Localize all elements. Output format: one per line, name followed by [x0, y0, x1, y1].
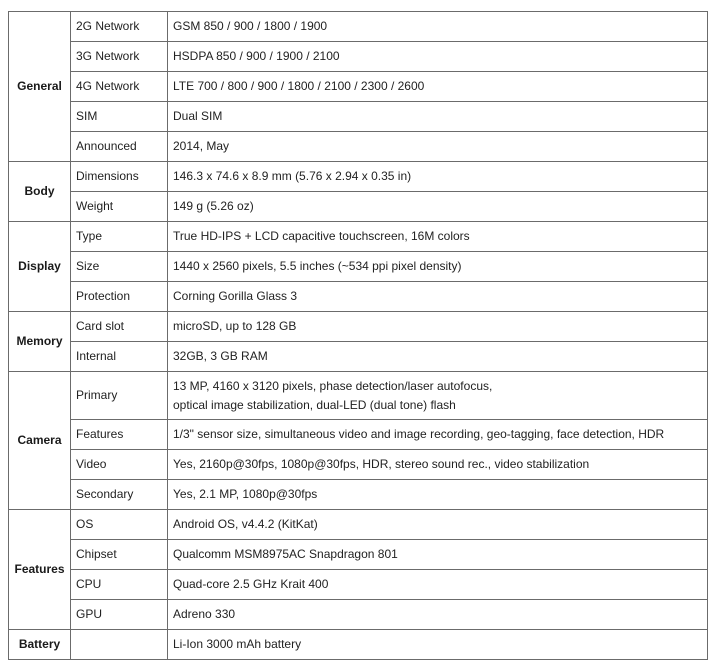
spec-row — [9, 42, 708, 72]
value-text: True HD-IPS + LCD capacitive touchscreen, 16M colors — [173, 229, 470, 243]
value-text: Quad-core 2.5 GHz Krait 400 — [173, 577, 329, 591]
category-cell: Memory — [9, 312, 71, 372]
spec-row — [9, 192, 708, 222]
value-cell — [168, 192, 708, 222]
field-cell: Dimensions — [71, 162, 168, 192]
field-cell: Protection — [71, 282, 168, 312]
field-cell: Chipset — [71, 540, 168, 570]
value-text: Yes, 2.1 MP, 1080p@30fps — [173, 487, 318, 501]
value-text: 149 g (5.26 oz) — [173, 199, 254, 213]
spec-row — [9, 282, 708, 312]
spec-row — [9, 12, 708, 42]
value-cell — [168, 570, 708, 600]
value-cell — [168, 450, 708, 480]
value-text: Qualcomm MSM8975AC Snapdragon 801 — [173, 547, 398, 561]
value-text: 2014, May — [173, 139, 230, 153]
spec-row — [9, 630, 708, 660]
spec-row — [9, 540, 708, 570]
spec-row — [9, 252, 708, 282]
field-cell: CPU — [71, 570, 168, 600]
value-text: 1440 x 2560 pixels, 5.5 inches (~534 ppi pixel density) — [173, 259, 462, 273]
value-cell — [168, 42, 708, 72]
field-cell: Type — [71, 222, 168, 252]
spec-row — [9, 222, 708, 252]
value-cell — [168, 372, 708, 420]
spec-row — [9, 450, 708, 480]
field-cell: 3G Network — [71, 42, 168, 72]
value-cell — [168, 342, 708, 372]
field-cell: Card slot — [71, 312, 168, 342]
category-cell: General — [9, 12, 71, 162]
field-cell: Weight — [71, 192, 168, 222]
spec-row — [9, 342, 708, 372]
field-cell: Announced — [71, 132, 168, 162]
value-text: Corning Gorilla Glass 3 — [173, 289, 298, 303]
value-text: LTE 700 / 800 / 900 / 1800 / 2100 / 2300 / 2600 — [173, 79, 425, 93]
value-cell — [168, 132, 708, 162]
spec-row — [9, 600, 708, 630]
value-text: Yes, 2160p@30fps, 1080p@30fps, HDR, stereo sound rec., video stabilization — [173, 457, 590, 471]
field-cell: Size — [71, 252, 168, 282]
value-cell — [168, 12, 708, 42]
spec-row — [9, 132, 708, 162]
category-cell: Camera — [9, 372, 71, 510]
spec-row — [9, 162, 708, 192]
spec-table — [8, 11, 708, 660]
field-cell — [71, 630, 168, 660]
spec-row — [9, 372, 708, 420]
value-cell — [168, 540, 708, 570]
value-text: GSM 850 / 900 / 1800 / 1900 — [173, 19, 328, 33]
value-cell — [168, 630, 708, 660]
value-text: 32GB, 3 GB RAM — [173, 349, 268, 363]
value-text: Dual SIM — [173, 109, 223, 123]
field-cell: Video — [71, 450, 168, 480]
spec-row — [9, 510, 708, 540]
value-cell — [168, 282, 708, 312]
value-text: 146.3 x 74.6 x 8.9 mm (5.76 x 2.94 x 0.35 in) — [173, 169, 412, 183]
spec-row — [9, 72, 708, 102]
value-cell — [168, 420, 708, 450]
spec-row — [9, 102, 708, 132]
field-cell: Primary — [71, 372, 168, 420]
spec-table-body — [9, 12, 708, 660]
category-cell: Features — [9, 510, 71, 630]
value-text: 1/3" sensor size, simultaneous video and image recording, geo-tagging, face detection, HDR — [173, 427, 665, 441]
value-cell — [168, 102, 708, 132]
category-cell: Body — [9, 162, 71, 222]
value-text: Android OS, v4.4.2 (KitKat) — [173, 517, 318, 531]
field-cell: Secondary — [71, 480, 168, 510]
value-cell — [168, 480, 708, 510]
field-cell: 2G Network — [71, 12, 168, 42]
field-cell: SIM — [71, 102, 168, 132]
value-text: HSDPA 850 / 900 / 1900 / 2100 — [173, 49, 340, 63]
value-cell — [168, 162, 708, 192]
value-cell — [168, 312, 708, 342]
spec-row — [9, 570, 708, 600]
value-cell — [168, 222, 708, 252]
spec-row — [9, 420, 708, 450]
category-cell: Display — [9, 222, 71, 312]
value-cell — [168, 72, 708, 102]
value-cell — [168, 600, 708, 630]
value-text: microSD, up to 128 GB — [173, 319, 297, 333]
spec-row — [9, 480, 708, 510]
field-cell: Internal — [71, 342, 168, 372]
value-text: 13 MP, 4160 x 3120 pixels, phase detection/laser autofocus, — [173, 378, 493, 393]
value-text: optical image stabilization, dual-LED (dual tone) flash — [173, 397, 456, 412]
category-cell: Battery — [9, 630, 71, 660]
value-text: Adreno 330 — [173, 607, 236, 621]
field-cell: 4G Network — [71, 72, 168, 102]
spec-row — [9, 312, 708, 342]
field-cell: Features — [71, 420, 168, 450]
field-cell: GPU — [71, 600, 168, 630]
field-cell: OS — [71, 510, 168, 540]
value-cell — [168, 252, 708, 282]
value-text: Li-Ion 3000 mAh battery — [173, 637, 302, 651]
value-cell — [168, 510, 708, 540]
